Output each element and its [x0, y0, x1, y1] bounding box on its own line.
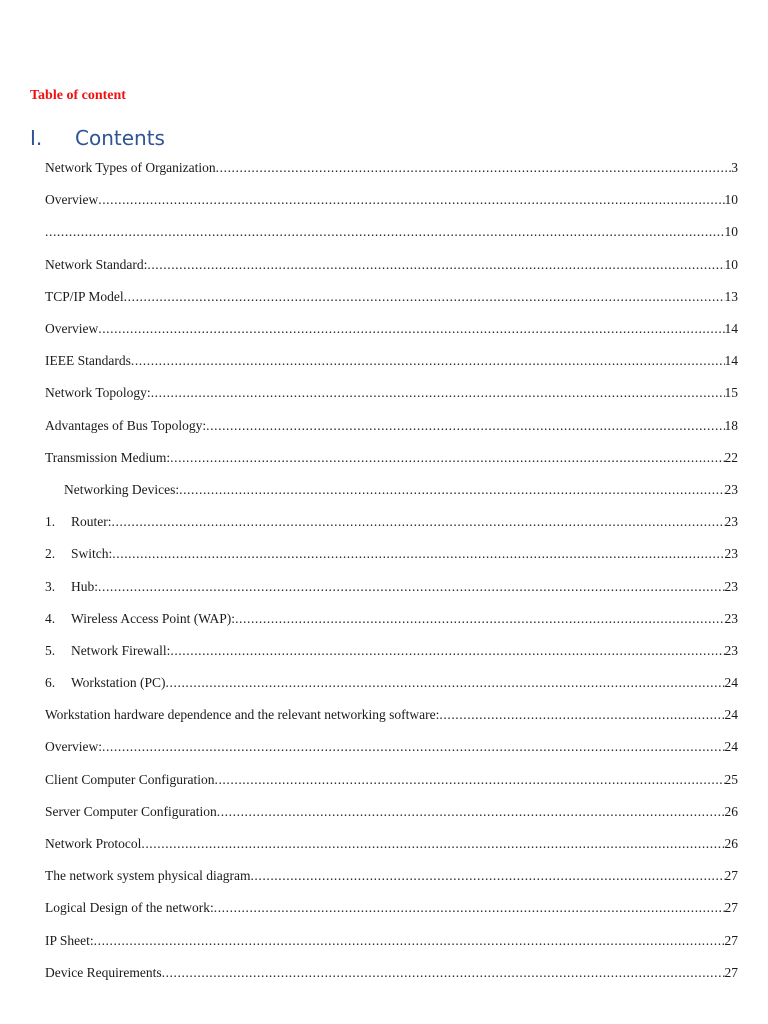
toc-entry-title [45, 739, 102, 755]
toc-entry-number: 5. [45, 642, 56, 658]
toc-entry-text: TCP/IP Model [45, 288, 124, 304]
toc-entry-text: The network system physical diagram [45, 868, 251, 884]
toc-entry-page: 3 [731, 160, 738, 176]
toc-dot-leader [179, 482, 724, 498]
toc-entry-page: 23 [724, 514, 738, 530]
toc-entry[interactable] [45, 506, 738, 538]
toc-dot-leader [131, 353, 725, 369]
toc-entry[interactable] [45, 731, 738, 763]
toc-dot-leader [45, 224, 725, 240]
toc-entry-title [45, 289, 124, 305]
toc-entry-page: 22 [724, 449, 738, 465]
toc-entry-title [45, 868, 250, 884]
toc-entry[interactable] [45, 860, 738, 892]
toc-entry[interactable] [45, 377, 738, 409]
toc-entry-title [45, 385, 151, 401]
toc-entry-title [45, 965, 162, 981]
toc-entry-title [45, 836, 141, 852]
toc-entry[interactable] [45, 892, 738, 924]
toc-entry-page: 15 [724, 385, 738, 401]
toc-entry-text: Network Protocol [45, 836, 142, 852]
toc-entry[interactable] [45, 603, 738, 635]
toc-entry-page: 23 [724, 610, 738, 626]
toc-entry-text: Advantages of Bus Topology: [45, 417, 207, 433]
toc-dot-leader [162, 965, 725, 981]
toc-entry-title [45, 675, 166, 691]
toc-dot-leader [166, 675, 725, 691]
toc-entry[interactable] [45, 313, 738, 345]
toc-dot-leader [94, 933, 725, 949]
toc-entry-title [45, 707, 439, 723]
toc-dot-leader [439, 707, 724, 723]
toc-entry-page: 27 [724, 868, 738, 884]
toc-entry-page: 25 [724, 771, 738, 787]
toc-entry-text: Network Types of Organization [45, 160, 216, 176]
toc-entry-page: 23 [724, 546, 738, 562]
toc-entry-page: 14 [724, 321, 738, 337]
toc-dot-leader [151, 385, 725, 401]
toc-entry-text: IEEE Standards [45, 353, 131, 369]
toc-entry[interactable] [45, 474, 738, 506]
toc-entry-title [45, 321, 98, 337]
toc-entry-page: 26 [724, 803, 738, 819]
heading-number: I. [30, 126, 43, 150]
toc-entry-text: Logical Design of the network: [45, 900, 214, 916]
toc-dot-leader [214, 772, 724, 788]
toc-entry-text: Device Requirements [45, 964, 162, 980]
toc-entry-page: 27 [724, 964, 738, 980]
toc-entry-text: IP Sheet: [45, 932, 94, 948]
toc-entry[interactable] [45, 152, 738, 184]
toc-entry[interactable] [45, 184, 738, 216]
toc-entry-text: Networking Devices: [64, 481, 180, 497]
toc-dot-leader [216, 160, 732, 176]
toc-dot-leader [112, 514, 725, 530]
toc-entry-number: 3. [45, 578, 56, 594]
toc-entry[interactable] [45, 796, 738, 828]
toc-entry[interactable] [45, 699, 738, 731]
toc-entry-title [45, 804, 217, 820]
toc-entry-title [45, 933, 94, 949]
toc-entry[interactable] [45, 410, 738, 442]
toc-dot-leader [102, 739, 725, 755]
toc-entry-page: 26 [724, 836, 738, 852]
toc-entry-number: 1. [45, 514, 56, 530]
toc-entry-title [45, 514, 112, 530]
toc-dot-leader [98, 579, 725, 595]
toc-entry-text: Switch: [71, 546, 113, 562]
toc-entry-number: 4. [45, 610, 56, 626]
toc-entry-title [45, 192, 98, 208]
toc-dot-leader [250, 868, 724, 884]
toc-dot-leader [170, 450, 724, 466]
toc-entry-title [45, 450, 170, 466]
toc-dot-leader [141, 836, 724, 852]
toc-entry-text: Network Topology: [45, 385, 151, 401]
toc-entry-number: 6. [45, 675, 56, 691]
toc-entry-page: 13 [724, 288, 738, 304]
toc-entry[interactable] [45, 442, 738, 474]
toc-dot-leader [217, 804, 725, 820]
toc-entry-number: 2. [45, 546, 56, 562]
toc-dot-leader [170, 643, 724, 659]
toc-entry-page: 23 [724, 642, 738, 658]
toc-entry-text: Router: [71, 514, 112, 530]
toc-entry-page: 23 [724, 481, 738, 497]
toc-entry-text: Hub: [71, 578, 98, 594]
toc-entry[interactable] [45, 957, 738, 989]
toc-entry-title [45, 482, 179, 498]
toc-entry-text: Network Standard: [45, 256, 148, 272]
toc-dot-leader [235, 611, 724, 627]
toc-entry-title [45, 418, 206, 434]
toc-entry[interactable] [45, 281, 738, 313]
toc-entry[interactable] [45, 925, 738, 957]
toc-entry[interactable] [45, 828, 738, 860]
toc-entry-text: Wireless Access Point (WAP): [71, 610, 236, 626]
toc-dot-leader [98, 321, 724, 337]
toc-entry-text: Server Computer Configuration [45, 803, 217, 819]
toc-entry-text: Overview [45, 321, 99, 337]
toc-entry-page: 18 [724, 417, 738, 433]
toc-entry[interactable] [45, 216, 738, 248]
toc-entry-title [45, 611, 235, 627]
toc-entry-page: 24 [724, 675, 738, 691]
toc-entry-text: Workstation hardware dependence and the relevant networking software: [45, 707, 440, 723]
toc-dot-leader [206, 418, 724, 434]
toc-dot-leader [112, 546, 724, 562]
contents-heading [30, 126, 165, 150]
toc-entry-title [45, 579, 98, 595]
toc-entry-page: 24 [724, 739, 738, 755]
toc-entry-page: 10 [724, 256, 738, 272]
toc-entry-text: Client Computer Configuration [45, 771, 215, 787]
toc-entry-text: Overview [45, 192, 99, 208]
toc-entry-page: 27 [724, 932, 738, 948]
toc-entry[interactable] [45, 764, 738, 796]
table-of-content-label: Table of content [30, 88, 126, 103]
toc-entry-page: 10 [724, 192, 738, 208]
toc-entry-page: 10 [724, 224, 738, 240]
toc-entry-text: Overview: [45, 739, 102, 755]
toc-entry[interactable] [45, 635, 738, 667]
toc-entry-page: 14 [724, 353, 738, 369]
toc-entry[interactable] [45, 667, 738, 699]
toc-entry-title [45, 900, 214, 916]
toc-dot-leader [98, 192, 724, 208]
toc-entry[interactable] [45, 538, 738, 570]
toc-entry-title [45, 772, 214, 788]
toc-entry-title [45, 353, 131, 369]
toc-dot-leader [214, 900, 725, 916]
toc-entry-title [45, 546, 112, 562]
toc-entry-page: 27 [724, 900, 738, 916]
toc-entry-page: 23 [724, 578, 738, 594]
toc-list [45, 152, 738, 989]
toc-entry-text: Workstation (PC) [71, 675, 166, 691]
toc-dot-leader [147, 257, 724, 273]
toc-entry-title [45, 257, 147, 273]
heading-title: Contents [75, 126, 165, 150]
toc-entry[interactable] [45, 249, 738, 281]
toc-entry-title [45, 643, 170, 659]
toc-entry[interactable] [45, 345, 738, 377]
toc-entry[interactable] [45, 570, 738, 602]
toc-entry-title [45, 160, 216, 176]
toc-entry-text: Network Firewall: [71, 642, 171, 658]
toc-entry-page: 24 [724, 707, 738, 723]
toc-dot-leader [124, 289, 725, 305]
toc-entry-text: Transmission Medium: [45, 449, 171, 465]
